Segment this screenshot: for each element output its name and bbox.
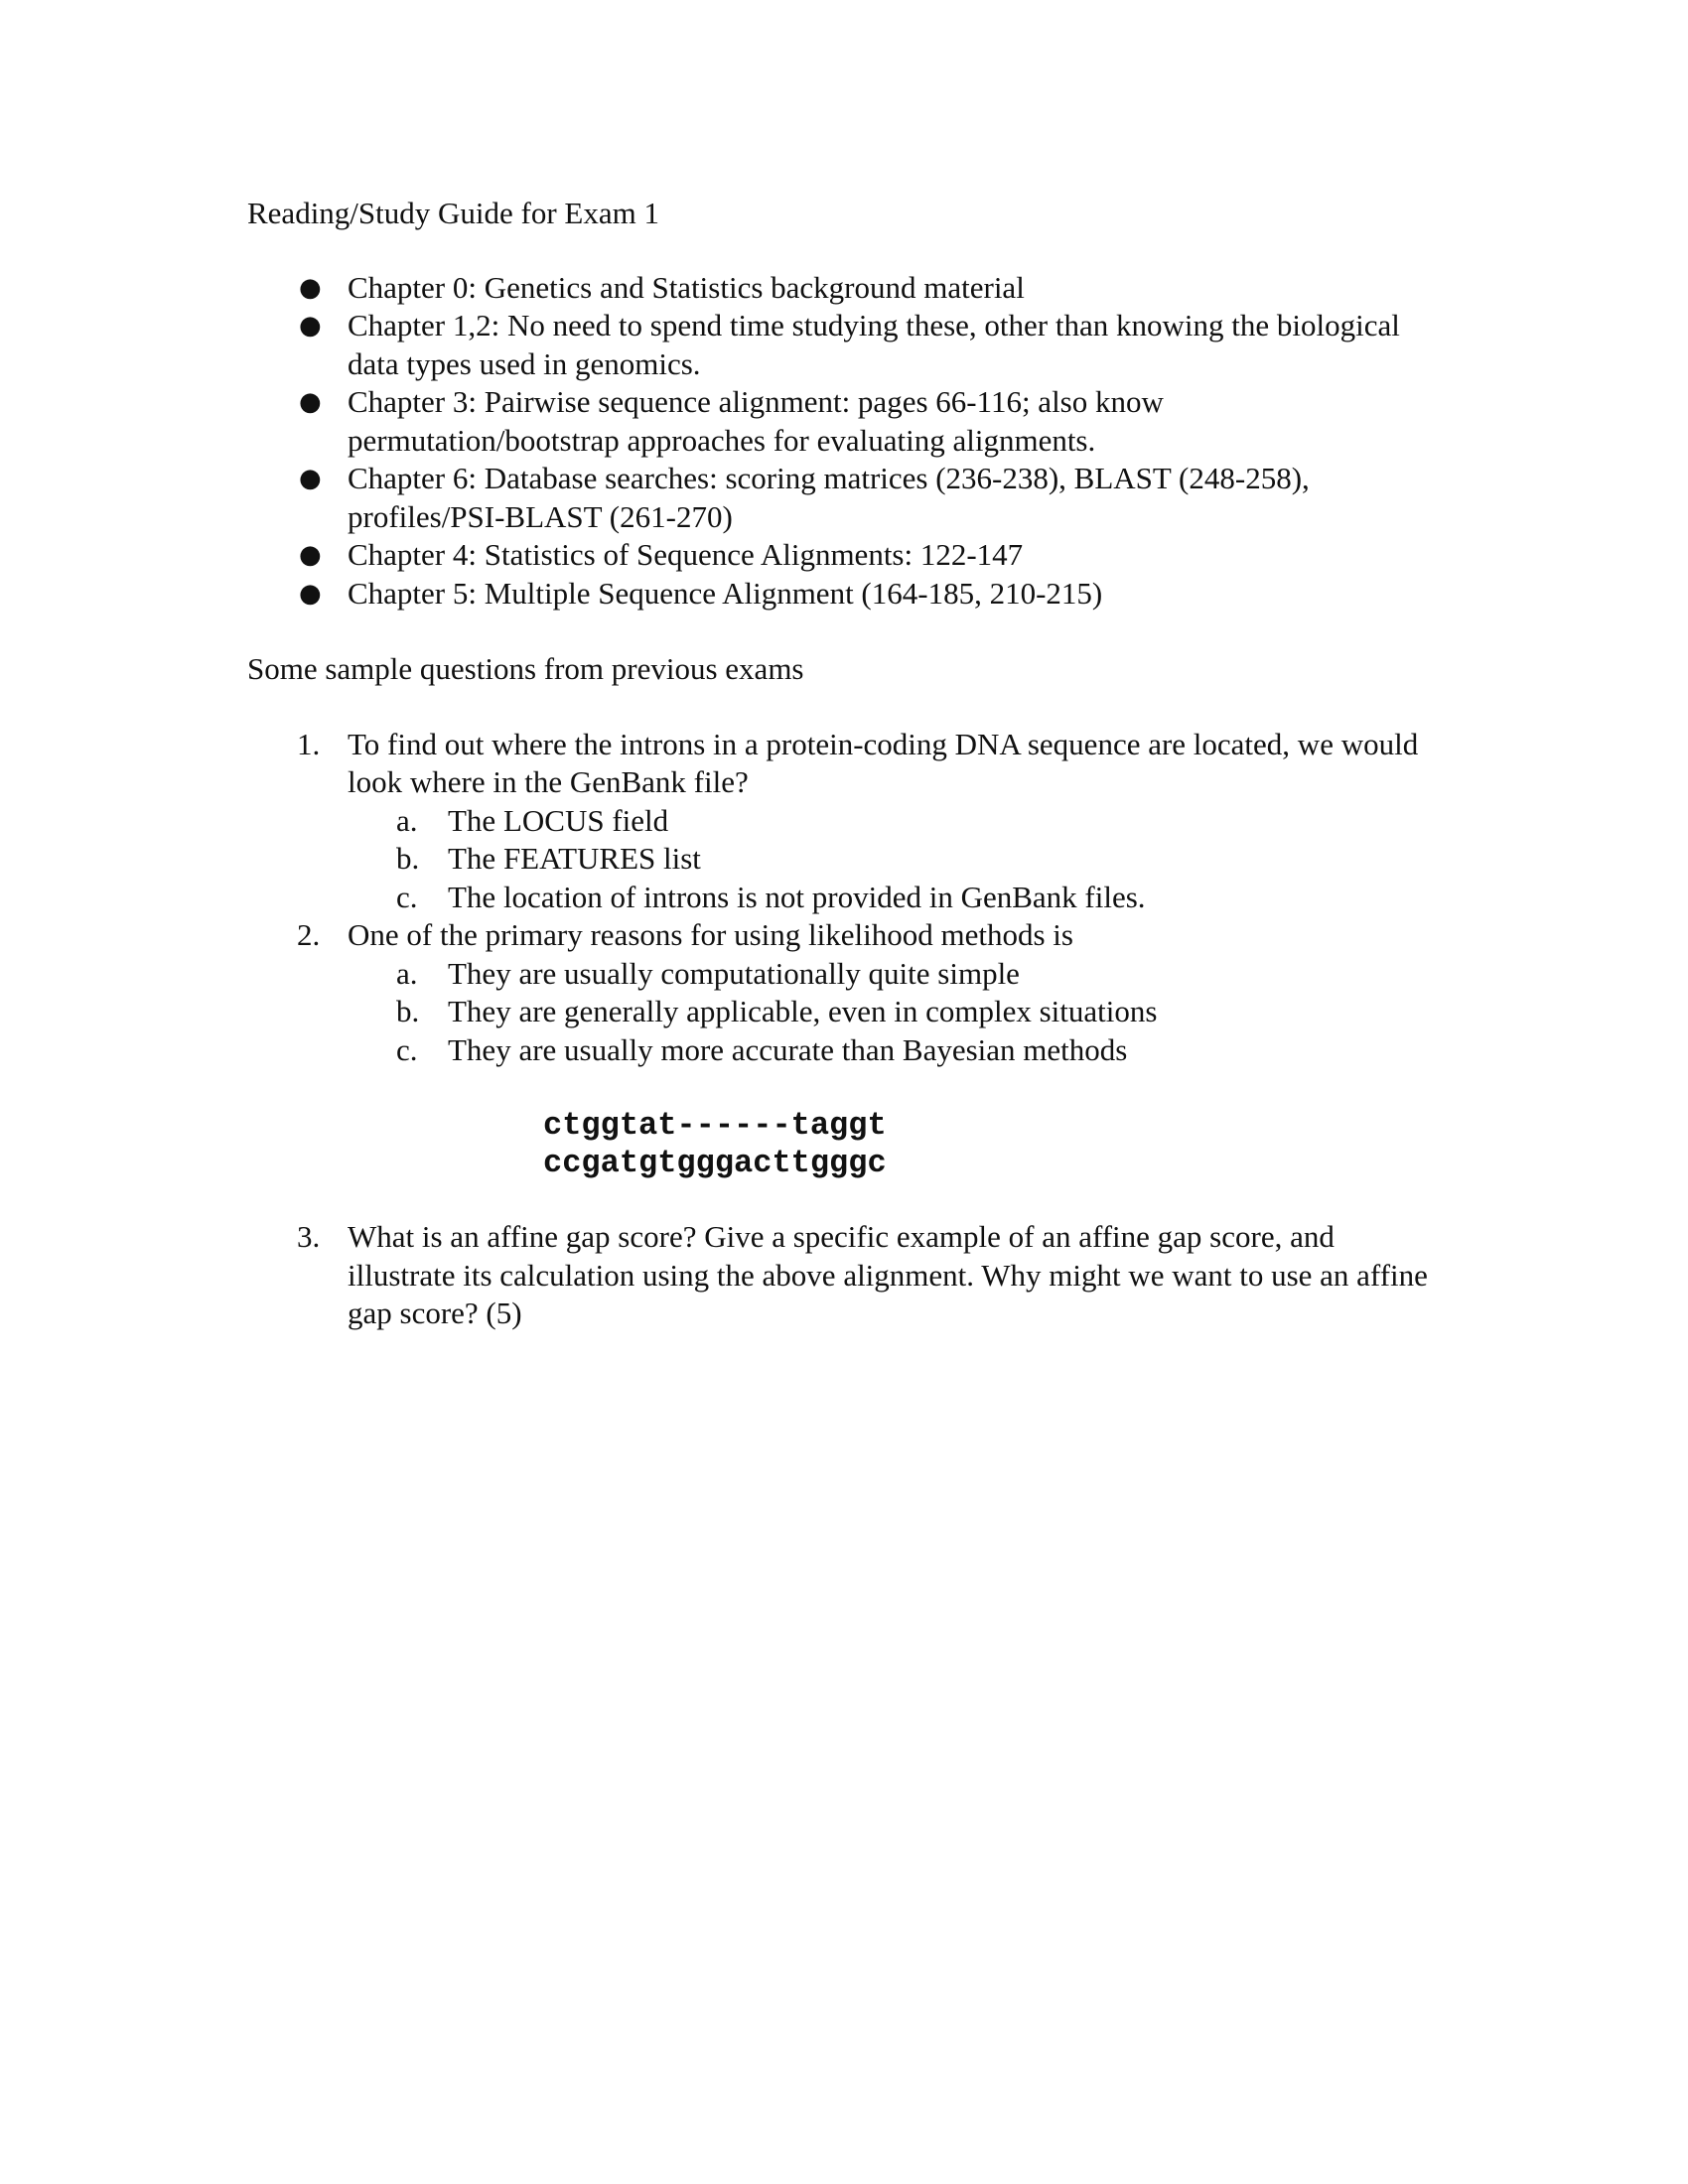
- chapter-item: [247, 269, 1439, 308]
- chapter-item: [247, 383, 1439, 460]
- question-number: 1.: [297, 726, 321, 761]
- option-letter: b.: [396, 841, 420, 876]
- answer-options: [348, 955, 1439, 1070]
- option-text: They are usually computationally quite simple: [448, 955, 1020, 991]
- option-text: They are usually more accurate than Bayesian methods: [448, 1031, 1128, 1067]
- study-guide-title: Reading/Study Guide for Exam 1: [247, 196, 659, 230]
- chapter-text: Chapter 4: Statistics of Sequence Alignments: 122-147: [348, 537, 1024, 572]
- alignment-line-2: ccgatgtgggacttgggc: [543, 1145, 887, 1181]
- bullet-icon: ●: [299, 272, 322, 303]
- chapter-item: [247, 460, 1439, 536]
- answer-option: [348, 879, 1439, 917]
- sequence-alignment: [247, 1107, 1439, 1182]
- question-number: 3.: [297, 1219, 321, 1254]
- chapter-item: [247, 536, 1439, 575]
- bullet-icon: ●: [299, 387, 322, 417]
- answer-option: [348, 840, 1439, 879]
- chapter-text: Chapter 5: Multiple Sequence Alignment (164-185, 210-215): [348, 575, 1103, 611]
- option-letter: b.: [396, 994, 420, 1028]
- chapter-item: [247, 307, 1439, 383]
- chapter-list: [247, 269, 1439, 614]
- answer-option: [348, 955, 1439, 994]
- question-number: 2.: [297, 917, 321, 952]
- document-page: [247, 195, 1439, 1333]
- sample-questions-heading: Some sample questions from previous exams: [247, 651, 804, 686]
- question-text: One of the primary reasons for using likelihood methods is: [348, 917, 1073, 952]
- bullet-icon: ●: [299, 311, 322, 341]
- answer-options: [348, 802, 1439, 917]
- alignment-line-1: ctggtat------taggt: [543, 1107, 887, 1144]
- question-text: To find out where the introns in a protein-coding DNA sequence are located, we would look where in the GenBank file?: [348, 726, 1419, 799]
- option-letter: c.: [396, 1031, 418, 1067]
- question-list-continued: [247, 1218, 1439, 1333]
- option-text: The LOCUS field: [448, 802, 669, 838]
- option-text: The location of introns is not provided in GenBank files.: [448, 879, 1146, 914]
- option-letter: c.: [396, 879, 418, 914]
- answer-option: [348, 993, 1439, 1031]
- chapter-item: [247, 575, 1439, 614]
- option-letter: a.: [396, 955, 418, 991]
- chapter-text: Chapter 0: Genetics and Statistics background material: [348, 269, 1025, 305]
- bullet-icon: ●: [299, 540, 322, 570]
- option-letter: a.: [396, 802, 418, 838]
- question-item: [247, 916, 1439, 1069]
- answer-option: [348, 802, 1439, 841]
- answer-option: [348, 1031, 1439, 1070]
- bullet-icon: ●: [299, 578, 322, 609]
- question-item: [247, 1218, 1439, 1333]
- chapter-text: Chapter 3: Pairwise sequence alignment: pages 66-116; also know permutation/bootstrap approaches for evaluating alignments.: [348, 384, 1164, 458]
- bullet-icon: ●: [299, 464, 322, 493]
- chapter-text: Chapter 6: Database searches: scoring matrices (236-238), BLAST (248-258), profiles/PSI-BLAST (261-270): [348, 461, 1310, 534]
- question-list: [247, 726, 1439, 1070]
- option-text: They are generally applicable, even in complex situations: [448, 994, 1158, 1028]
- option-text: The FEATURES list: [448, 841, 701, 876]
- question-item: [247, 726, 1439, 917]
- chapter-text: Chapter 1,2: No need to spend time studying these, other than knowing the biological data types used in genomics.: [348, 308, 1400, 381]
- question-text: What is an affine gap score? Give a specific example of an affine gap score, and illustrate its calculation using the above alignment. Why might we want to use an affine gap score? (5): [348, 1219, 1428, 1330]
